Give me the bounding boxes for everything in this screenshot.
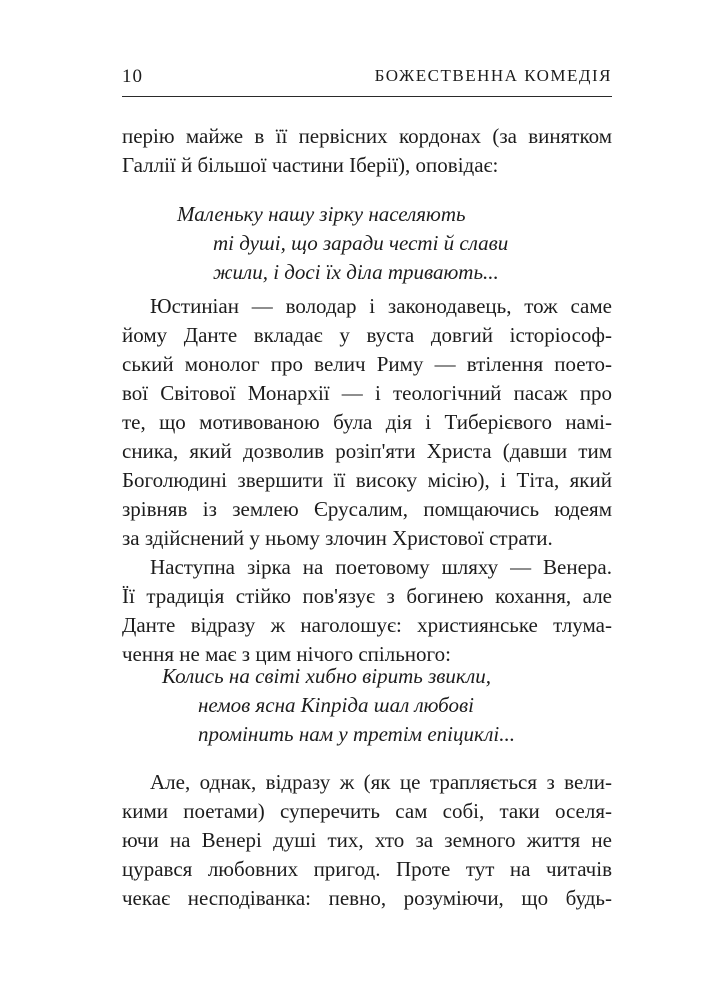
text-line: вої Світової Монархії — і теологічний пасаж про	[122, 381, 612, 405]
verse-quote-2	[162, 662, 515, 749]
text-line: цурався любовних пригод. Проте тут на читачів	[122, 857, 612, 881]
text-line: Наступна зірка на поетовому шляху — Венера.	[150, 555, 612, 579]
paragraph-contradiction	[122, 768, 612, 913]
text-line: Данте відразу ж наголошує: християнське тлума-	[122, 613, 612, 637]
text-line: Галлії й більшої частини Іберії), оповідає:	[122, 153, 499, 177]
text-line: чекає несподіванка: певно, розуміючи, що будь-	[122, 886, 612, 910]
text-line: Юстиніан — володар і законодавець, тож саме	[150, 294, 612, 318]
verse-line: Колись на світі хибно вірить звикли,	[162, 664, 492, 688]
paragraph-venus	[122, 553, 612, 669]
verse-line: Маленьку нашу зірку населяють	[177, 202, 466, 226]
paragraph-justinian	[122, 292, 612, 553]
text-line: перію майже в її первісних кордонах (за винятком	[122, 124, 612, 148]
page-header	[122, 66, 612, 92]
text-line: Але, однак, відразу ж (як це трапляється з вели-	[150, 770, 612, 794]
running-title: БОЖЕСТВЕННА КОМЕДІЯ	[374, 66, 612, 85]
header-rule	[122, 96, 612, 97]
text-line: ючи на Венері душі тих, хто за земного життя не	[122, 828, 612, 852]
verse-quote-1	[177, 200, 508, 287]
text-line: те, що мотивованою була дія і Тиберієвого намі-	[122, 410, 612, 434]
text-line: за здійснений у ньому злочин Христової страти.	[122, 526, 553, 550]
text-line: сника, який дозволив розіп'яти Христа (давши тим	[122, 439, 612, 463]
text-line: чення не має з цим нічого спільного:	[122, 642, 451, 666]
page-number: 10	[122, 66, 143, 87]
text-line: зрівняв із землею Єрусалим, помщаючись юдеям	[122, 497, 612, 521]
paragraph-continuation	[122, 122, 612, 180]
text-line: кими поетами) суперечить сам собі, таки оселя-	[122, 799, 612, 823]
verse-line: ті душі, що заради честі й слави	[213, 231, 509, 255]
text-line: ський монолог про велич Риму — втілення поето-	[122, 352, 612, 376]
text-line: Її традиція стійко пов'язує з богинею кохання, але	[122, 584, 612, 608]
text-line: йому Данте вкладає у вуста довгий історіософ-	[122, 323, 612, 347]
verse-line: немов ясна Кіпріда шал любові	[198, 693, 474, 717]
verse-line: жили, і досі їх діла тривають...	[213, 260, 499, 284]
verse-line: промінить нам у третім епіциклі...	[198, 722, 515, 746]
text-line: Боголюдині звершити її високу місію), і Тіта, який	[122, 468, 612, 492]
